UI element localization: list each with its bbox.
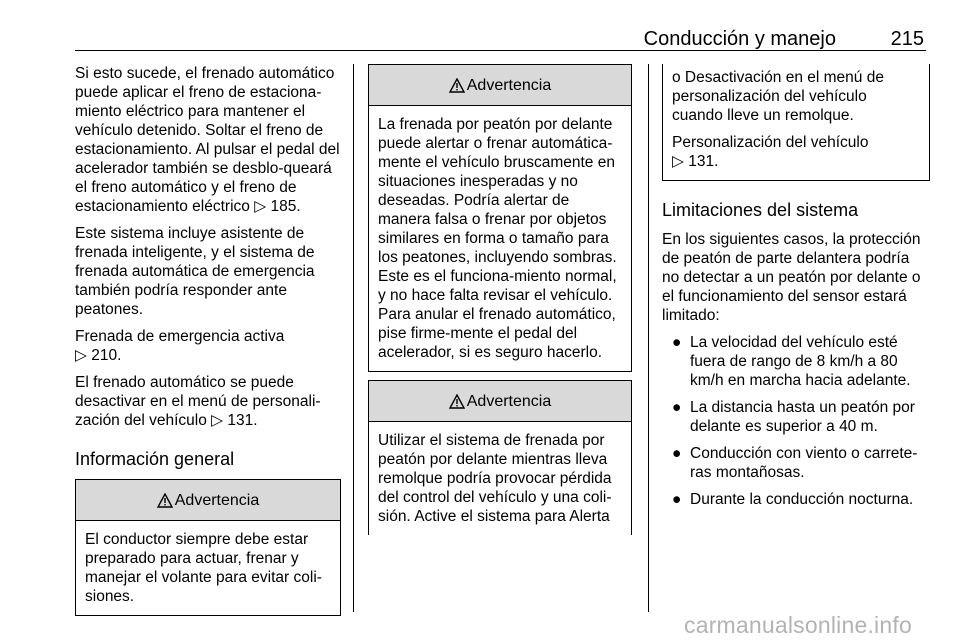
warning-box <box>368 380 632 535</box>
bullet-list <box>662 333 930 509</box>
warning-header <box>369 381 631 422</box>
warning-box <box>75 479 341 616</box>
warning-text: Utilizar el sistema de frenada por peatón por delante mientras lleva remolque podría provocar pérdida del control del vehículo y una coli-sión. Active el sistema para Alerta <box>378 432 612 525</box>
section-heading: Limitaciones del sistema <box>662 200 859 220</box>
reference-arrow-icon: ▷ <box>672 153 684 170</box>
reference-arrow-icon: ▷ <box>211 412 224 429</box>
paragraph: o Desactivación en el menú de personalización del vehículo cuando lleve un remolque. <box>672 69 884 124</box>
section-heading: Información general <box>75 449 235 469</box>
warning-box-continued <box>662 64 930 181</box>
paragraph: Personalización del vehículo ▷ 131. <box>672 134 869 170</box>
list-item: ● Conducción con viento o carrete-ras montañosas. <box>672 445 918 481</box>
warning-box <box>368 64 632 372</box>
page-number: 215 <box>890 28 924 50</box>
list-item: ● La distancia hasta un peatón por delante es superior a 40 m. <box>672 399 915 435</box>
watermark: carmanualsonline.info <box>684 612 912 638</box>
warning-header <box>369 65 631 106</box>
bullet-icon: ● <box>672 491 682 508</box>
list-item: ● La velocidad del vehículo esté fuera de rango de 8 km/h a 80 km/h en marcha hacia adelante. <box>672 334 911 389</box>
page-header <box>75 26 926 51</box>
paragraph: En los siguientes casos, la protección de peatón de parte delantera podría no detectar a un peatón por delante o el funcionamiento del sensor estará limitado: <box>662 231 921 324</box>
bullet-icon: ● <box>672 399 682 416</box>
paragraph: Si esto sucede, el frenado automático puede aplicar el freno de estaciona-miento eléctrico para mantener el vehículo detenido. Soltar el freno de estacionamiento. Al pulsar el pedal del acelerador también se desblo-queará el freno automático y el freno de estacionamiento eléctrico ▷ 185. <box>75 65 340 215</box>
paragraph: El frenado automático se puede desactivar en el menú de personali-zación del vehículo ▷ 131. <box>75 374 321 429</box>
column-3 <box>662 64 930 517</box>
reference-arrow-icon: ▷ <box>75 347 87 364</box>
warning-header <box>76 480 340 521</box>
page-reference: 210. <box>91 347 122 364</box>
page-reference: 131. <box>227 412 258 429</box>
page-reference: 185. <box>270 198 301 215</box>
warning-text: El conductor siempre debe estar preparado para actuar, frenar y manejar el volante para evitar coli-siones. <box>85 531 322 605</box>
bullet-icon: ● <box>672 334 682 351</box>
page-reference: 131. <box>688 153 719 170</box>
list-item: ● Durante la conducción nocturna. <box>672 491 914 508</box>
warning-triangle-icon <box>449 394 465 409</box>
paragraph: Este sistema incluye asistente de frenada inteligente, y el sistema de frenada automática de emergencia también podría responder ante peatones. <box>75 225 315 318</box>
bullet-icon: ● <box>672 445 682 462</box>
warning-title: Advertencia <box>174 491 260 509</box>
warning-title: Advertencia <box>466 392 552 410</box>
section-title: Conducción y manejo <box>643 28 836 50</box>
reference-arrow-icon: ▷ <box>254 198 267 215</box>
column-2 <box>368 64 632 535</box>
warning-triangle-icon <box>449 78 465 93</box>
paragraph: Frenada de emergencia activa ▷ 210. <box>75 328 285 364</box>
warning-text: La frenada por peatón por delante puede alertar o frenar automática-mente el vehículo bruscamente en situaciones inesperadas y no deseadas. Podría alertar de manera falsa o frenar por objetos similares en forma o tamaño para los peatones, incluyendo sombras. Este es el funciona-miento normal, y no hace falta revisar el vehículo. Para anular el frenado automático, pise firme-mente el pedal del acelerador, si es seguro hacerlo. <box>378 116 617 361</box>
column-1 <box>75 64 341 616</box>
warning-triangle-icon <box>157 493 173 508</box>
warning-title: Advertencia <box>466 76 552 94</box>
column-divider <box>353 64 354 612</box>
column-divider <box>648 64 649 612</box>
